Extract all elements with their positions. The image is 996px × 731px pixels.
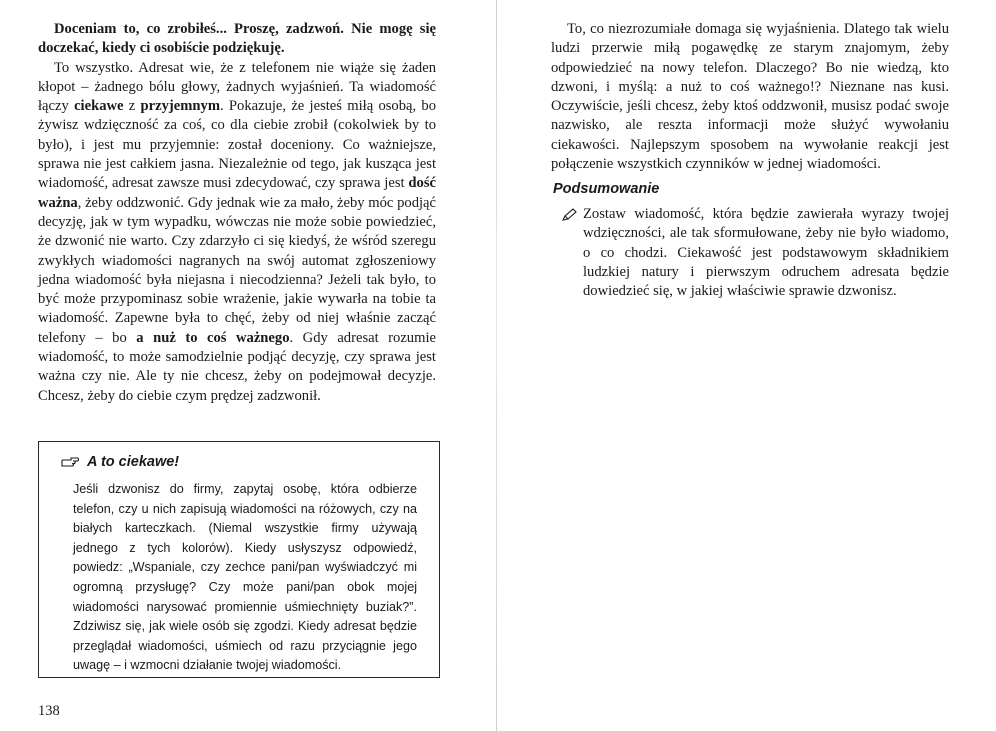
pointing-hand-icon [61, 456, 79, 468]
right-page-text [551, 20, 949, 174]
body-paragraph [38, 59, 436, 406]
right-page [499, 0, 996, 731]
book-gutter [496, 0, 497, 731]
text-run: , żeby oddzwonić. Gdy jednak wie za mało, żeby móc podjąć decyzję, jak w tym wypadku, wówczas nie może sobie powiedzieć, że dzwonić nie warto. Czy zdarzyło ci się kiedyś, że wśród szeregu zwykłych wiadomości nagranych na swój automat zgłoszeniowy jedna wiadomość była niejasna i niecodzienna? Jeżeli tak było, to być może przypominasz sobie wrażenie, jakie wywarła na tobie ta wiadomość. Zapewne była to chęć, żeby od niej właśnie zacząć telefony – bo [38, 194, 436, 346]
section-heading: Podsumowanie [553, 181, 660, 197]
bold-run: dość ważna [38, 175, 436, 211]
tip-box [38, 441, 440, 678]
left-page [0, 0, 496, 731]
bold-run: a nuż to coś ważnego [136, 329, 290, 346]
tip-box-text: Jeśli dzwonisz do firmy, zapytaj osobę, która odbierze telefon, czy u nich zapisują wiadomości na różowych, czy na białych karteczkach. (Niemal wszystkie firmy używają jednego z tych kolorów). Kiedy usłyszysz odpowiedź, powiedz: „Wspaniale, czy zechce pani/pan wyświadczyć mi ogromną przysługę? Czy może pani/pan obok mojej wiadomości narysować promiennie uśmiechnięty buziak?”. Zdziwisz się, jak wiele osób się zgodzi. Kiedy adresat będzie przeglądał wiadomości, uśmiech od razu przyciągnie jego uwagę – i wzmocni działanie twojej wiadomości. [73, 482, 417, 673]
summary-block [561, 205, 949, 301]
tip-box-title: A to ciekawe! [87, 454, 180, 470]
text-run: z [123, 98, 141, 115]
text-run: . Pokazuje, że jesteś miłą osobą, bo żywisz wdzięczność za coś, co dla ciebie zrobił (cokolwiek by to było), i jest mu przyjemnie: został doceniony. Co ważniejsze, sprawa nie jest całkiem jasna. Niezależnie od tego, jak kusząca jest wiadomość, adresat zawsze musi zdecydować, czy sprawa jest [38, 98, 436, 192]
tip-box-heading [61, 454, 417, 470]
bold-run: przyjemnym [140, 98, 220, 115]
text-run: . Gdy adresat rozumie wiadomość, to może samodzielnie podjąć decyzję, czy sprawa jest ważna czy nie. Ale ty nie chcesz, żeby on podejmował decyzje. Chcesz, żeby do ciebie czym prędzej zadzwonił. [38, 329, 436, 404]
text-run: To wszystko. Adresat wie, że z telefonem nie wiąże się żaden kłopot – żadnego bólu głowy, żadnych wyjaśnień. Ta wiadomość łączy [38, 59, 436, 115]
summary-text: Zostaw wiadomość, która będzie zawierała wyrazy twojej wdzięczności, ale tak sformułowane, żeby nie było wiadomo, o co chodzi. Ciekawość jest podstawowym składnikiem ludzkiej natury i pierwszym odruchem adresata będzie dowiedzieć się, w jakiej właściwie sprawie dzwonisz. [583, 206, 949, 300]
lead-paragraph: Doceniam to, co zrobiłeś... Proszę, zadzwoń. Nie mogę się doczekać, kiedy ci osobiście podziękuję. [38, 21, 436, 57]
bold-run: ciekawe [74, 98, 124, 115]
page-number: 138 [38, 703, 60, 719]
pencil-icon [561, 208, 577, 222]
left-page-text [38, 20, 436, 406]
body-paragraph: To, co niezrozumiałe domaga się wyjaśnienia. Dlatego tak wielu ludzi przerwie miłą pogawędkę ze starym znajomym, żeby odpowiedzieć na nowy telefon. Dlaczego? Bo nie wiedzą, kto dzwoni, i myślą: a nuż to coś ważnego!? Nieznane nas kusi. Oczywiście, jeśli chcesz, żeby ktoś oddzwonił, musisz podać swoje nazwisko, ale reszta informacji może służyć wywołaniu ciekawości. Najlepszym sposobem na wywołanie reakcji jest połączenie wszystkich czynników w jednej wiadomości. [551, 21, 949, 173]
